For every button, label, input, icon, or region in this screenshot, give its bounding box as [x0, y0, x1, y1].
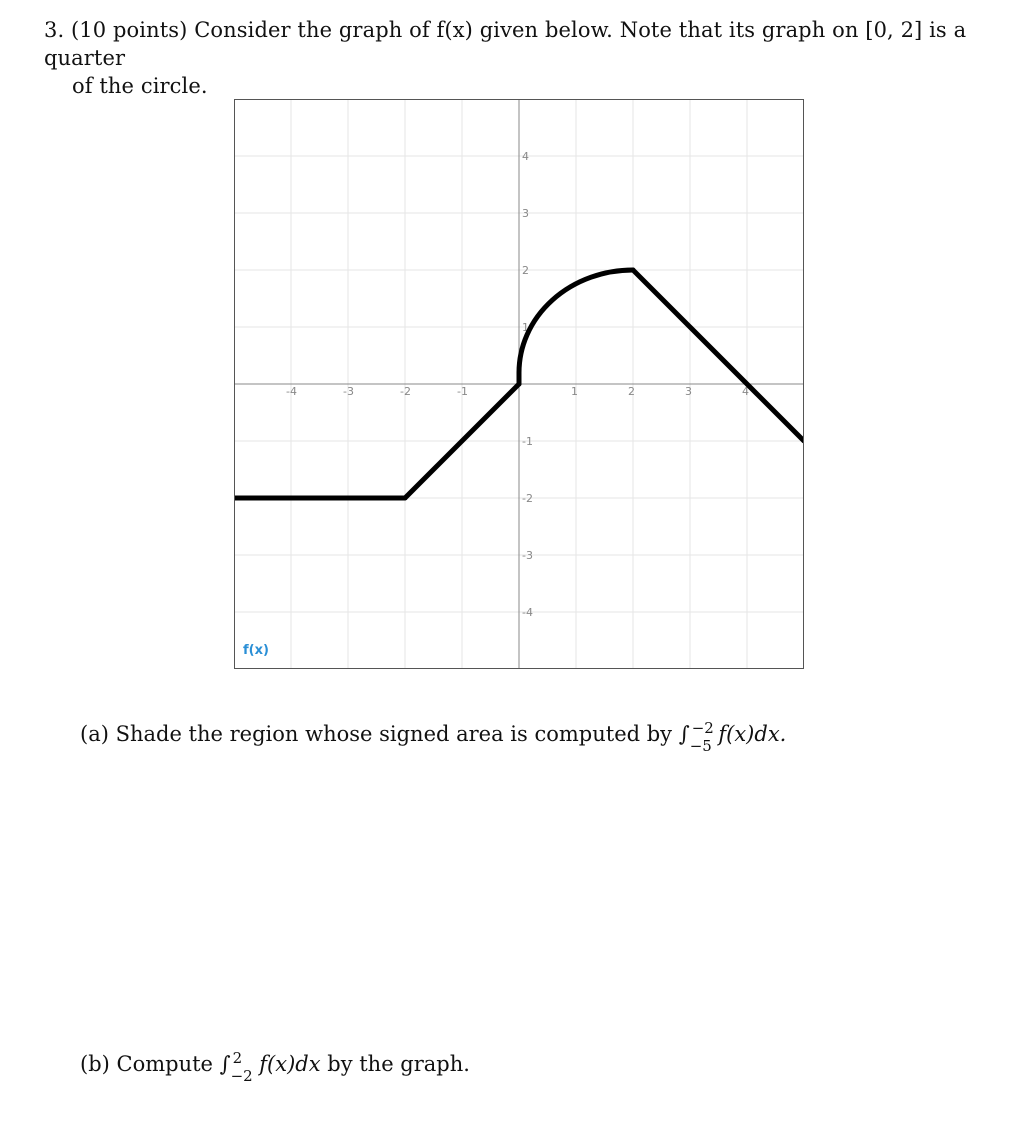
x-tick-label: 4	[742, 385, 749, 398]
part-a	[80, 719, 787, 755]
function-graph	[234, 99, 804, 669]
y-tick-label: -4	[522, 606, 533, 619]
part-b-limits	[230, 1049, 253, 1085]
problem-line-2: of the circle.	[72, 74, 208, 98]
part-a-lower-limit: −5	[689, 737, 712, 755]
function-label: f(x)	[243, 643, 269, 658]
problem-line-1: 3. (10 points) Consider the graph of f(x) given below. Note that its graph on [0, 2] is a quarter	[44, 18, 967, 70]
y-tick-label: -2	[522, 492, 533, 505]
part-b-suffix: by the graph.	[320, 1052, 470, 1076]
y-tick-label: 3	[522, 207, 529, 220]
part-a-upper-limit: −2	[691, 719, 714, 737]
part-b-lower-limit: −2	[230, 1067, 253, 1085]
part-b	[80, 1049, 470, 1085]
curve-segment-5	[633, 270, 804, 441]
y-tick-label: 1	[522, 321, 529, 334]
x-tick-label: -2	[400, 385, 411, 398]
y-tick-label: -1	[522, 435, 533, 448]
part-b-integral-sign: ∫	[219, 1052, 231, 1076]
part-b-integrand: f(x)dx	[259, 1052, 321, 1076]
x-tick-label: -1	[457, 385, 468, 398]
x-tick-label: 2	[628, 385, 635, 398]
graph-svg	[234, 99, 804, 669]
y-tick-label: -3	[522, 549, 533, 562]
part-b-text: (b) Compute	[80, 1052, 220, 1076]
y-tick-label: 4	[522, 150, 529, 163]
part-a-text: (a) Shade the region whose signed area is computed by	[80, 722, 679, 746]
x-tick-label: -4	[286, 385, 297, 398]
problem-statement	[44, 16, 1014, 100]
x-tick-label: -3	[343, 385, 354, 398]
part-a-limits	[689, 719, 714, 755]
x-tick-label: 1	[571, 385, 578, 398]
part-a-integrand: f(x)dx.	[718, 722, 787, 746]
part-a-integral-sign: ∫	[678, 722, 690, 746]
y-tick-label: 2	[522, 264, 529, 277]
x-tick-label: 3	[685, 385, 692, 398]
part-b-upper-limit: 2	[232, 1049, 243, 1067]
